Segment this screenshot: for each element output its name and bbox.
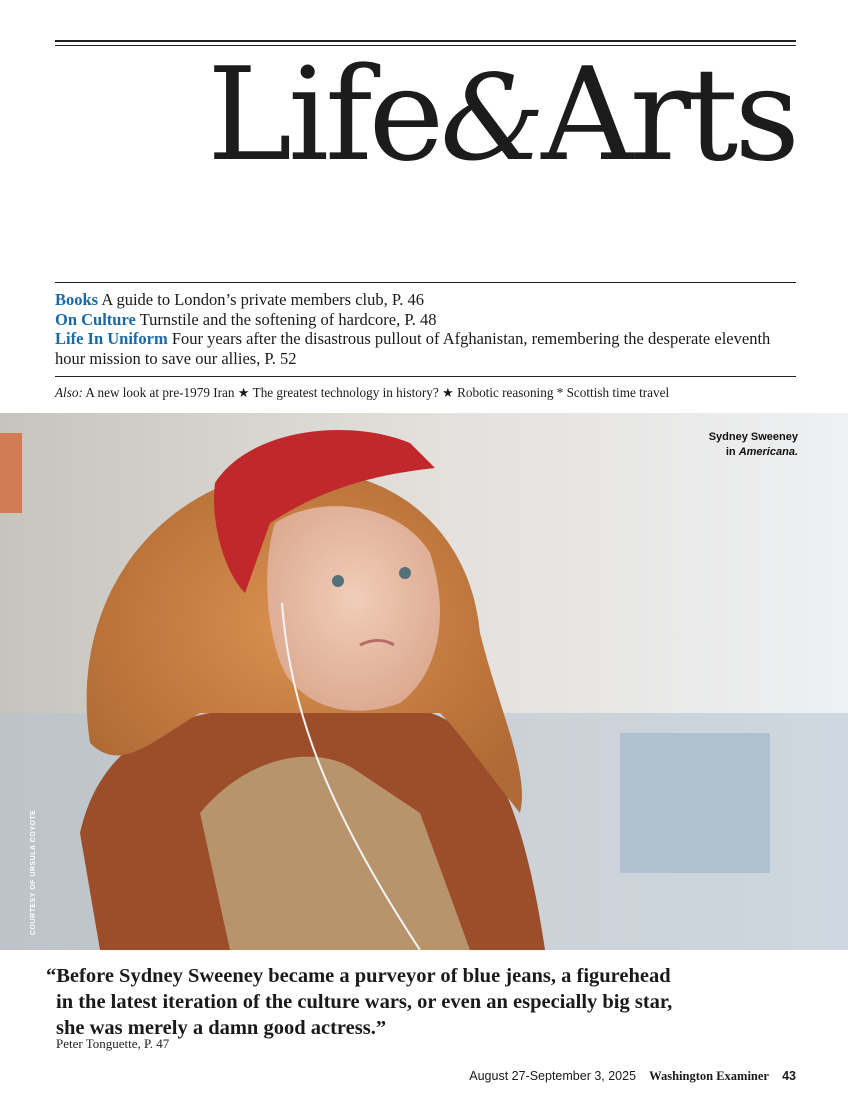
- contents-text: Turnstile and the softening of hardcore, P. 48: [135, 309, 437, 329]
- section-masthead: [207, 41, 796, 190]
- pull-quote-line-1: “Before Sydney Sweeney became a purveyor of blue jeans, a figurehead: [46, 965, 671, 987]
- page-footer: [469, 1069, 796, 1084]
- also-label: Also:: [55, 385, 83, 400]
- contents-text: A guide to London’s private members club, P. 46: [98, 290, 424, 309]
- publication-name: Washington Examiner: [649, 1069, 769, 1083]
- pull-quote-line-3: she was merely a damn good actress.”: [56, 1017, 387, 1039]
- pull-quote: [46, 963, 806, 1041]
- contents-label: On Culture: [55, 309, 136, 329]
- contents-item-books[interactable]: [55, 290, 796, 310]
- caption-title: Americana.: [738, 446, 798, 458]
- contents-bottom-rule: [55, 376, 796, 377]
- page-number: 43: [782, 1069, 796, 1083]
- contents-label: Books: [55, 290, 99, 309]
- caption-line-2: [709, 445, 798, 460]
- caption-line-1: Sydney Sweeney: [708, 431, 798, 443]
- contents-text: Four years after the disastrous pullout of Afghanistan, remembering the desperate eleventh hour mission to save our allies, P. 52: [55, 329, 771, 368]
- feature-photo: [0, 413, 848, 950]
- also-line: [55, 385, 796, 401]
- contents-item-on-culture[interactable]: [55, 310, 796, 330]
- contents-label: Life In Uniform: [55, 329, 168, 348]
- caption-prefix: in: [725, 446, 739, 458]
- also-text: A new look at pre-1979 Iran ★ The greatest technology in history? ★ Robotic reasoning * Scottish time travel: [82, 385, 670, 400]
- pull-quote-attribution: Peter Tonguette, P. 47: [56, 1036, 170, 1051]
- masthead-life: Life: [207, 41, 441, 190]
- pull-quote-line-2: in the latest iteration of the culture wars, or even an especially big star,: [56, 991, 673, 1013]
- contents-top-rule: [55, 282, 796, 283]
- photo-caption: [709, 430, 798, 460]
- masthead-arts: Arts: [541, 41, 796, 190]
- issue-date: August 27-September 3, 2025: [469, 1069, 637, 1083]
- contents-list: [55, 290, 796, 368]
- contents-item-life-in-uniform[interactable]: [55, 329, 796, 368]
- masthead-ampersand: &: [440, 49, 542, 187]
- photo-credit: COURTESY OF URSULA COYOTE: [30, 809, 37, 935]
- feature-photo-illustration: [0, 413, 848, 950]
